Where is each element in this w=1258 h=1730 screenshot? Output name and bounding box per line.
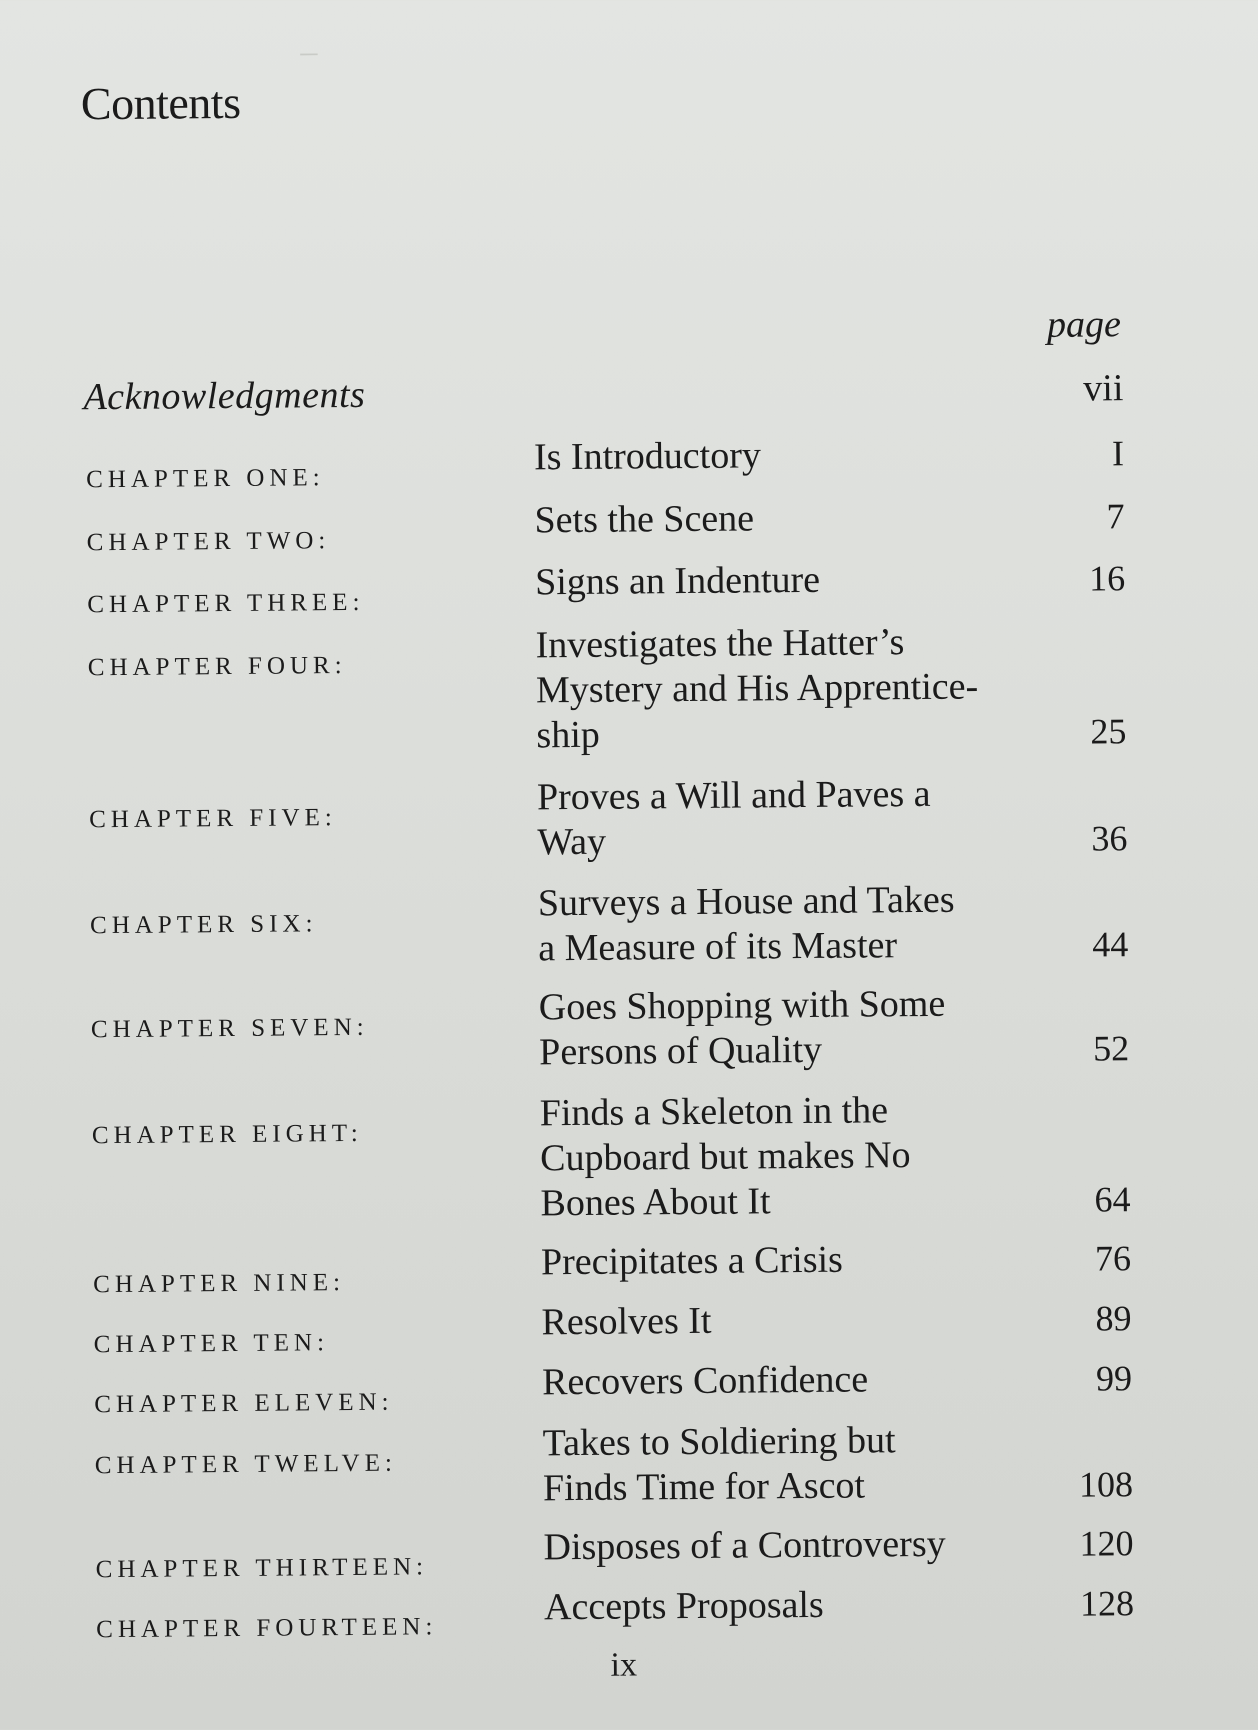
chapter-title xyxy=(541,1296,1021,1345)
chapter-label: CHAPTER THIRTEEN: xyxy=(95,1553,429,1584)
chapter-title xyxy=(534,494,1014,543)
chapter-page-number: 120 xyxy=(1079,1523,1134,1564)
chapter-entry[interactable] xyxy=(85,555,1126,619)
chapter-label: CHAPTER FOUR: xyxy=(87,652,347,682)
chapter-title xyxy=(538,877,1019,971)
chapter-label: CHAPTER TEN: xyxy=(93,1329,330,1359)
chapter-label: CHAPTER FOURTEEN: xyxy=(96,1613,438,1644)
chapter-page-number: 25 xyxy=(1090,711,1127,752)
chapter-title-line: Recovers Confidence xyxy=(541,1358,869,1404)
chapter-title-line: Is Introductory xyxy=(533,434,762,479)
chapter-title-line: a Measure of its Master xyxy=(538,924,898,970)
chapter-page-number: 36 xyxy=(1091,818,1128,859)
chapter-page-number: 7 xyxy=(1106,496,1125,537)
chapter-title-line: Sets the Scene xyxy=(534,497,755,542)
chapter-title xyxy=(539,981,1020,1075)
chapter-label: CHAPTER ELEVEN: xyxy=(94,1388,394,1419)
chapter-page-number: 108 xyxy=(1078,1464,1134,1505)
chapter-label: CHAPTER THREE: xyxy=(87,588,365,619)
chapter-page-number: 76 xyxy=(1094,1238,1132,1279)
chapter-label: CHAPTER FIVE: xyxy=(89,804,337,834)
chapter-entry[interactable] xyxy=(84,493,1125,557)
chapter-entry[interactable] xyxy=(85,618,1127,757)
acknowledgments-entry[interactable] xyxy=(83,366,1123,419)
chapter-entry[interactable] xyxy=(90,1086,1131,1225)
chapter-title-line: Cupboard but makes No xyxy=(539,1134,911,1180)
chapter-page-number: 89 xyxy=(1095,1298,1132,1339)
chapter-title xyxy=(544,1581,1024,1630)
chapter-title xyxy=(537,771,1018,865)
chapter-title-line: Mystery and His Apprentice- xyxy=(535,665,979,712)
show-through-text: ‒ xyxy=(300,33,318,71)
chapter-title xyxy=(535,556,1015,605)
chapter-title-line: Way xyxy=(537,820,607,864)
chapter-title-line: Surveys a House and Takes xyxy=(537,878,955,925)
chapter-title-line: Investigates the Hatter’s xyxy=(535,621,905,667)
chapter-page-number: I xyxy=(1111,433,1125,474)
chapter-label: CHAPTER NINE: xyxy=(93,1269,346,1299)
chapter-entry[interactable] xyxy=(87,770,1128,864)
chapter-title-line: Finds Time for Ascot xyxy=(542,1464,866,1510)
chapter-title-line: ship xyxy=(536,713,600,757)
chapter-title-line: Accepts Proposals xyxy=(543,1583,824,1629)
chapter-title-line: Precipitates a Crisis xyxy=(540,1238,844,1284)
chapter-title xyxy=(534,431,1014,480)
chapter-page-number: 44 xyxy=(1092,924,1129,965)
chapter-title-line: Proves a Will and Paves a xyxy=(536,772,931,819)
chapter-entry[interactable] xyxy=(93,1520,1134,1584)
chapter-title-line: Signs an Indenture xyxy=(534,558,821,604)
chapter-page-number: 16 xyxy=(1088,558,1126,599)
chapter-entry[interactable] xyxy=(88,876,1129,970)
chapter-entry[interactable] xyxy=(84,430,1125,494)
chapter-page-number: 99 xyxy=(1095,1358,1133,1399)
chapter-label: CHAPTER TWO: xyxy=(86,527,331,557)
chapter-label: CHAPTER EIGHT: xyxy=(91,1119,363,1150)
page-column-label: page xyxy=(1046,303,1122,346)
chapter-label: CHAPTER SIX: xyxy=(89,910,318,940)
acknowledgments-title: Acknowledgments xyxy=(83,373,366,419)
chapter-title-line: Bones About It xyxy=(540,1180,771,1225)
chapter-title xyxy=(540,1087,1021,1226)
chapter-page-number: 64 xyxy=(1094,1179,1131,1220)
chapter-label: CHAPTER SEVEN: xyxy=(90,1013,369,1044)
chapter-title xyxy=(542,1356,1022,1405)
chapter-title xyxy=(535,619,1016,758)
chapter-entry[interactable] xyxy=(91,1235,1132,1299)
chapter-title xyxy=(543,1521,1023,1570)
chapter-title-line: Finds a Skeleton in the xyxy=(539,1089,889,1135)
chapter-entry[interactable] xyxy=(89,980,1130,1074)
chapter-title xyxy=(541,1236,1021,1285)
chapter-title-line: Disposes of a Controversy xyxy=(543,1522,946,1569)
chapter-page-number: 52 xyxy=(1093,1028,1130,1069)
chapter-title xyxy=(542,1417,1023,1511)
chapter-title-line: Resolves It xyxy=(541,1299,712,1344)
acknowledgments-page: vii xyxy=(1083,367,1124,410)
page-title: Contents xyxy=(80,76,241,130)
chapter-title-line: Takes to Soldiering but xyxy=(542,1419,896,1465)
page-number: ix xyxy=(610,1646,638,1684)
chapter-page-number: 128 xyxy=(1079,1583,1135,1624)
chapter-label: CHAPTER ONE: xyxy=(86,464,325,494)
chapter-title-line: Persons of Quality xyxy=(539,1028,823,1074)
chapter-title-line: Goes Shopping with Some xyxy=(538,982,946,1029)
chapter-label: CHAPTER TWELVE: xyxy=(94,1449,397,1480)
